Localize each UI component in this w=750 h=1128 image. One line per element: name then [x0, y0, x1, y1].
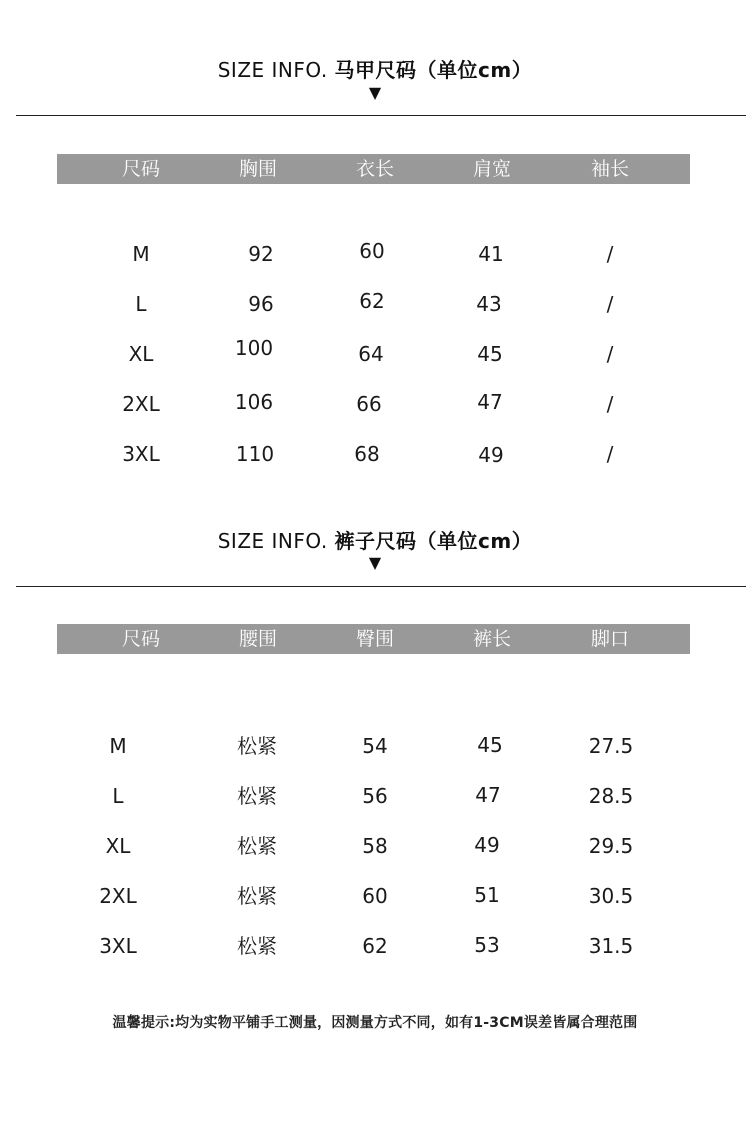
vest-cell-chest: 106 — [234, 390, 274, 414]
pants-cell-waist: 松紧 — [237, 884, 277, 908]
pants-cell-hip: 56 — [362, 784, 388, 808]
pants-header-hip: 臀围 — [355, 628, 394, 650]
vest-cell-sleeve: / — [606, 342, 614, 366]
vest-cell-chest: 92 — [248, 242, 274, 266]
vest-cell-shoulder: 41 — [478, 242, 504, 266]
vest-header-sleeve: 袖长 — [590, 158, 629, 180]
pants-header-bar — [57, 624, 690, 654]
pants-cell-size: L — [112, 784, 124, 808]
vest-header-shoulder: 肩宽 — [472, 158, 511, 180]
vest-cell-chest: 110 — [235, 442, 275, 466]
pants-header-length: 裤长 — [472, 628, 511, 650]
vest-cell-size: L — [135, 292, 147, 316]
pants-section-title — [0, 525, 750, 554]
pants-cell-length: 45 — [477, 733, 503, 757]
pants-cell-size: M — [109, 734, 127, 758]
pants-cell-hip: 58 — [362, 834, 388, 858]
pants-cell-size: 2XL — [99, 884, 137, 908]
vest-divider — [16, 115, 746, 116]
pants-cell-waist: 松紧 — [237, 734, 277, 758]
vest-header-length: 衣长 — [355, 158, 394, 180]
pants-cell-size: 3XL — [99, 934, 137, 958]
pants-cell-hem: 29.5 — [588, 834, 634, 858]
pants-title-en: SIZE INFO. — [217, 529, 328, 553]
vest-cell-shoulder: 47 — [477, 390, 503, 414]
vest-cell-length: 66 — [356, 392, 382, 416]
pants-header-waist: 腰围 — [238, 628, 277, 650]
vest-cell-sleeve: / — [606, 242, 614, 266]
vest-cell-size: 2XL — [122, 392, 160, 416]
vest-cell-size: M — [132, 242, 150, 266]
pants-cell-hem: 28.5 — [588, 784, 634, 808]
vest-cell-length: 60 — [359, 239, 385, 263]
vest-cell-length: 64 — [358, 342, 384, 366]
pants-cell-waist: 松紧 — [237, 834, 277, 858]
measurement-note: 温馨提示:均为实物平铺手工测量，因测量方式不同，如有1-3CM误差皆属合理范围 — [112, 1015, 638, 1031]
pants-cell-length: 51 — [474, 883, 500, 907]
vest-cell-chest: 96 — [248, 292, 274, 316]
pants-cell-length: 49 — [474, 833, 500, 857]
pants-cell-hem: 27.5 — [588, 734, 634, 758]
pants-cell-size: XL — [105, 834, 131, 858]
vest-cell-shoulder: 49 — [478, 443, 504, 467]
vest-cell-size: 3XL — [122, 442, 160, 466]
vest-down-arrow-icon: ▼ — [368, 83, 382, 102]
pants-header-size: 尺码 — [121, 628, 160, 650]
vest-title-en: SIZE INFO. — [217, 58, 328, 82]
vest-cell-sleeve: / — [606, 442, 614, 466]
vest-cell-shoulder: 45 — [477, 342, 503, 366]
pants-down-arrow-icon: ▼ — [368, 553, 382, 572]
pants-cell-hem: 31.5 — [588, 934, 634, 958]
pants-cell-waist: 松紧 — [237, 784, 277, 808]
pants-cell-hip: 60 — [362, 884, 388, 908]
vest-cell-sleeve: / — [606, 392, 614, 416]
pants-title-cn: 裤子尺码（单位cm） — [334, 529, 533, 553]
vest-section-title — [0, 54, 750, 83]
pants-header-hem: 脚口 — [590, 628, 629, 650]
pants-cell-length: 53 — [474, 933, 500, 957]
vest-cell-length: 68 — [354, 442, 380, 466]
vest-header-size: 尺码 — [121, 158, 160, 180]
pants-cell-waist: 松紧 — [237, 934, 277, 958]
pants-cell-hip: 54 — [362, 734, 388, 758]
pants-cell-length: 47 — [475, 783, 501, 807]
pants-cell-hip: 62 — [362, 934, 388, 958]
pants-cell-hem: 30.5 — [588, 884, 634, 908]
vest-header-chest: 胸围 — [238, 158, 277, 180]
vest-header-bar — [57, 154, 690, 184]
vest-cell-size: XL — [128, 342, 154, 366]
vest-cell-length: 62 — [359, 289, 385, 313]
vest-cell-sleeve: / — [606, 292, 614, 316]
vest-cell-chest: 100 — [234, 336, 274, 360]
pants-divider — [16, 586, 746, 587]
vest-title-cn: 马甲尺码（单位cm） — [334, 58, 533, 82]
vest-cell-shoulder: 43 — [476, 292, 502, 316]
